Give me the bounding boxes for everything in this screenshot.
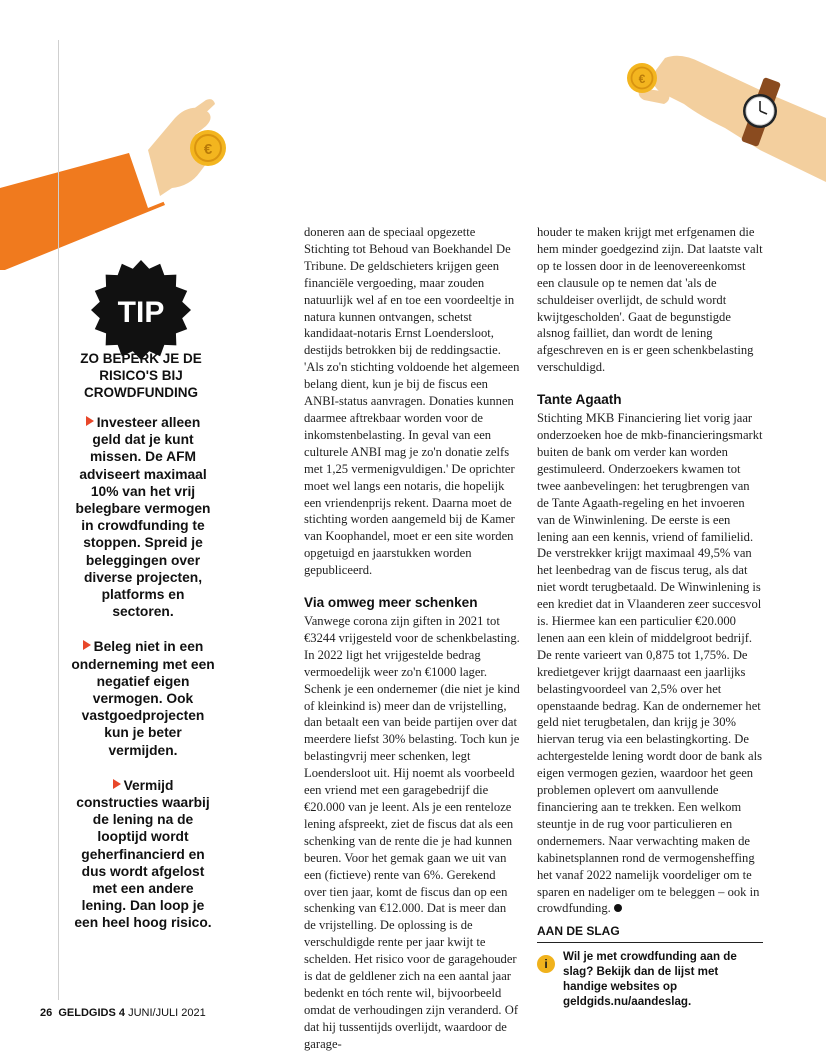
tip-item [70,638,216,758]
right-arm-illustration [639,56,826,182]
paragraph: doneren aan de speciaal opgezette Stichting tot Behoud van Boekhandel De Tribune. De geldschieters krijgen geen financiële vergoeding, maar zouden natuurlijk wel af en toe een voordeeltje in natura kunnen ontvangen, schetst kandidaat-notaris Ernst Loendersloot, destijds betrokken bij de reddingsactie. 'Als zo'n stichting voldoende het algemeen belang dient, kun je bij de fiscus een ANBI-status aanvragen. Donaties kunnen daarmee aftrekbaar worden voor de inkomstenbelasting. In geval van een culturele ANBI mag je zo'n donatie zelfs met 1,25 vermenigvuldigen.' De oprichter moet wel langs een notaris, die hopelijk een vriendenprijs rekent. Daarna moet de stichting worden aangemeld bij de Kamer van Koophandel, moet er een site worden opgetuigd en jaarstukken worden gepubliceerd. [304,225,520,578]
euro-coin-right-icon [627,63,657,93]
triangle-bullet-icon [113,779,121,789]
article-column-1 [304,224,520,1053]
paragraph-text: Stichting MKB Financiering liet vorig jaar onderzoeken hoe de mkb-financieringsmarkt buiten de bank om verder kan worden gestimuleerd. Onderzoekers kwamen tot twee aanbevelingen: het terugbrengen van de Tante Agaath-regeling en het invoeren van de Winwinlening. De eerste is een lening aan een kennis, vriend of familielid. De verstrekker krijgt maximaal 49,5% van het leenbedrag van de fiscus terug, als dat niet wordt terugbetaald. De Winwinlening is een krediet dat in Vlaanderen zeer succesvol is. Hiermee kan een particulier €20.000 lenen aan een klein of middelgroot bedrijf. De rente varieert van 0,875 tot 1,75%. De kredietgever krijgt daarnaast een jaarlijks belastingvoordeel van 2,5% over het openstaande bedrag. Kan de ondernemer het geld niet terugbetalen, dan krijg je 30% hiervan terug via een belastingkorting. De achtergestelde lening wordt door de bank als eigen vermogen gezien, waardoor het geen problemen oplevert om aanvullende financiering aan te trekken. Een welkom steuntje in de rug voor particulieren en ondernemers. Naar verwachting maken de kabinetsplannen rond de vermogensheffing het vanaf 2022 namelijk voordeliger om te sparen en nadeliger om te beleggen – ook in crowdfunding. [537,411,763,916]
paragraph [537,410,763,917]
subheading: Via omweg meer schenken [304,595,478,611]
svg-text:€: € [203,141,213,158]
page-footer [40,1007,206,1019]
magazine-name: GELDGIDS 4 [58,1007,125,1019]
sidebar-divider [58,40,59,1000]
infobox-title: AAN DE SLAG [537,924,763,943]
article-column-2 [537,224,763,917]
tip-text: Vermijd constructies waarbij de lening na de looptijd wordt geherfinancierd en dus wordt afgelost met een andere lening. Dan loop je een heel hoog risico. [74,777,212,931]
left-arm-illustration [0,99,216,270]
tip-item [70,414,216,620]
infobox-row [537,949,763,1009]
issue-date: JUNI/JULI 2021 [128,1007,206,1019]
paragraph: houder te maken krijgt met erfgenamen die hem minder goedgezind zijn. Dat laatste valt op te lossen door in de leenovereenkomst een clausule op te nemen dat 'als de schuldeiser overlijdt, de schuld wordt kwijtgescholden'. Gaat de begunstigde alsnog failliet, dan wordt de lening afgeschreven en is er geen schenkbelasting verschuldigd. [537,225,763,375]
triangle-bullet-icon [83,640,91,650]
svg-text:€: € [638,72,646,86]
tip-heading: ZO BEPERK JE DE RISICO'S BIJ CROWDFUNDING [80,351,202,400]
page-number: 26 [40,1007,53,1019]
subheading: Tante Agaath [537,392,622,408]
infobox-text: Wil je met crowdfunding aan de slag? Bekijk dan de lijst met handige websites op geldgids.nu/aandeslag. [563,950,737,1008]
tip-list [70,414,216,950]
aan-de-slag-box [537,924,763,1009]
euro-coin-left-icon [190,130,226,166]
tip-badge-label: TIP [117,296,165,329]
triangle-bullet-icon [86,416,94,426]
end-mark-icon [614,904,622,912]
tip-text: Investeer alleen geld dat je kunt missen. De AFM adviseert maximaal 10% van het vrij belegbare vermogen in crowdfunding te stoppen. Spreid je beleggingen over diverse projecten, platforms en sectoren. [75,415,211,620]
tip-text: Beleg niet in een onderneming met een negatief eigen vermogen. Ook vastgoedprojecten kun je beter vermijden. [71,639,215,758]
paragraph: Vanwege corona zijn giften in 2021 tot €3244 vrijgesteld voor de schenkbelasting. In 2022 ligt het vrijgestelde bedrag vermoedelijk weer zo'n €1000 lager. Schenk je een ondernemer (die niet je kind of kleinkind is) meer dan de vrijstelling, dan betaalt een van beide partijen over dat meerdere liefst 30% belasting. Toch kun je belastingvrij meer schenken, legt Loendersloot uit. Hij noemt als voorbeeld een vriend met een garagebedrijf die €20.000 van je leent. Als je een renteloze lening afspreekt, ziet de fiscus dat als een schenking van de rente die je had kunnen beuren. Voor het gemak gaan we uit van een (fictieve) rente van 6%. Gerekend over tien jaar, komt de fiscus dan op een schenking van €12.000. Dat is meer dan de vrijstelling. De oplossing is de verschuldigde rente per jaar kwijt te schelden. Het risico voor de garagehouder is dat de geldlener zich na een aantal jaar bedenkt en tóch rente wil, bijvoorbeeld omdat de verhoudingen zijn veranderd. Of dat hij tussentijds overlijdt, waardoor de garage- [304,614,520,1051]
info-icon: i [537,955,555,973]
tip-badge-icon [89,258,193,362]
tip-item [70,777,216,932]
